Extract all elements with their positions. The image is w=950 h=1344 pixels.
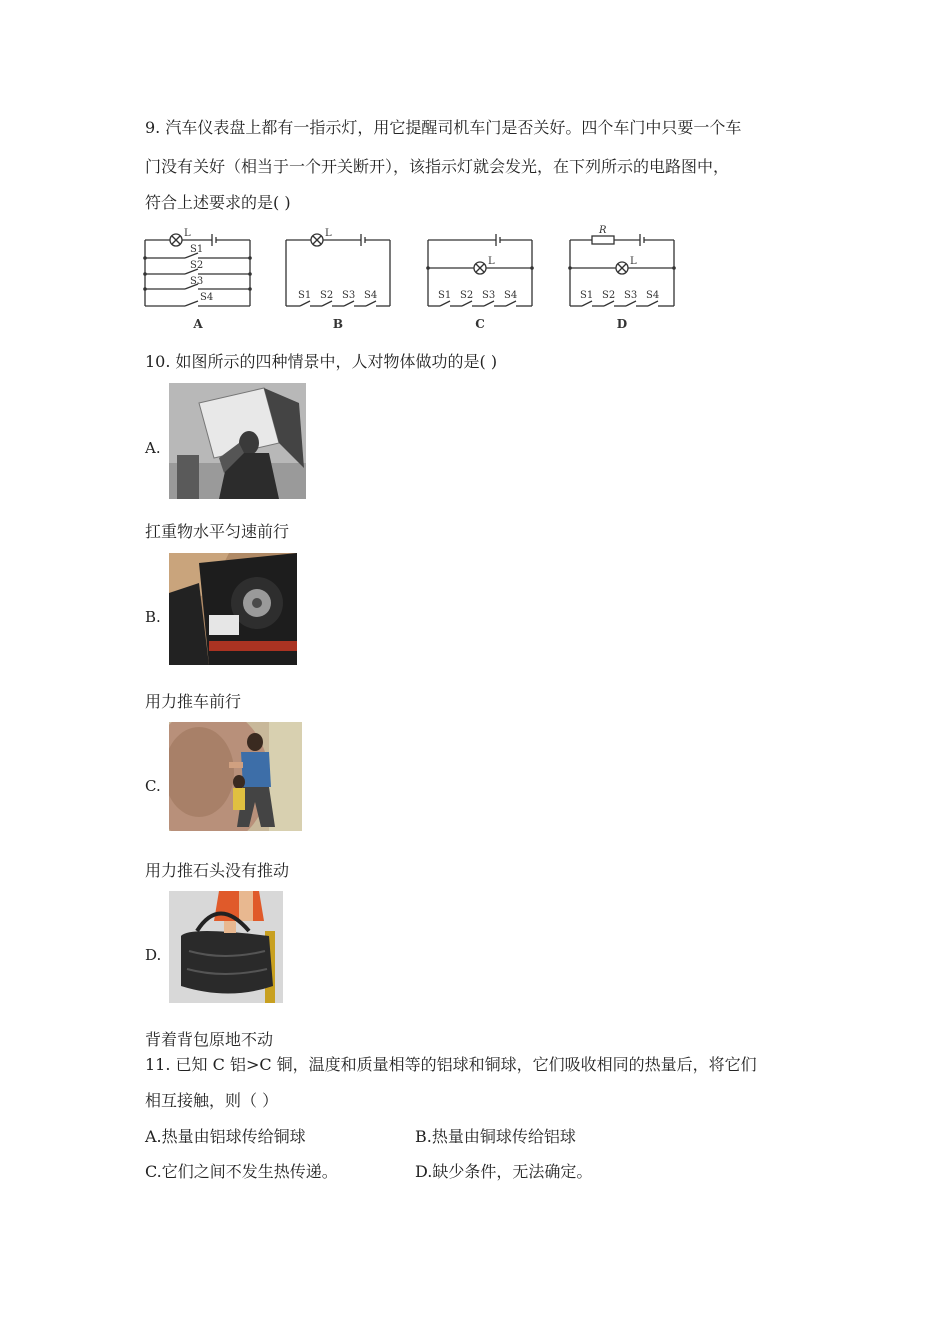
q9-line-2: 门没有关好（相当于一个开关断开），该指示灯就会发光，在下列所示的电路图中， — [145, 157, 730, 176]
circuit-a-s1-label: S1 — [190, 244, 204, 255]
circuit-b-s4-label: S4 — [364, 290, 378, 301]
q9-line-3: 符合上述要求的是( ) — [145, 193, 291, 212]
circuit-b-s1-label: S1 — [298, 290, 312, 301]
circuit-c-s3-label: S3 — [482, 290, 496, 301]
circuit-a-lamp-label: L — [184, 228, 191, 239]
circuit-b-s3-label: S3 — [342, 290, 356, 301]
circuit-c-lamp-label: L — [488, 256, 495, 267]
circuit-a-label: A — [193, 317, 203, 331]
circuit-a-s3-label: S3 — [190, 276, 204, 287]
q11-option-c: C.它们之间不发生热传递。 — [145, 1162, 338, 1181]
circuit-d-resistor-label: R — [599, 225, 607, 236]
q10-option-c-photo — [169, 722, 302, 831]
q11-option-d: D.缺少条件，无法确定。 — [415, 1162, 593, 1181]
circuit-c-s4-label: S4 — [504, 290, 518, 301]
circuit-d-s3-label: S3 — [624, 290, 638, 301]
circuit-c-s2-label: S2 — [460, 290, 474, 301]
q11-line-2: 相互接触，则（ ） — [145, 1091, 279, 1110]
q10-stem: 10. 如图所示的四种情景中，人对物体做功的是( ) — [145, 352, 498, 371]
q10-option-c-caption: 用力推石头没有推动 — [145, 861, 290, 880]
q9-line-1: 9. 汽车仪表盘上都有一指示灯，用它提醒司机车门是否关好。四个车门中只要一个车 — [145, 118, 742, 137]
q11-option-b: B.热量由铜球传给铝球 — [415, 1127, 576, 1146]
circuit-a-s2-label: S2 — [190, 260, 204, 271]
q11-option-a: A.热量由铝球传给铜球 — [145, 1127, 306, 1146]
circuit-b-lamp-label: L — [325, 228, 332, 239]
q10-option-a-label: A. — [145, 439, 161, 457]
q9-circuit-diagrams — [140, 222, 680, 338]
circuit-b-label: B — [332, 317, 344, 331]
circuit-d-s4-label: S4 — [646, 290, 660, 301]
q10-option-b-label: B. — [145, 608, 161, 626]
circuit-b-s2-label: S2 — [320, 290, 334, 301]
circuit-c-s1-label: S1 — [438, 290, 452, 301]
circuit-d-lamp-label: L — [630, 256, 637, 267]
q10-option-a-caption: 扛重物水平匀速前行 — [145, 522, 290, 541]
q10-option-a-photo — [169, 383, 306, 499]
q10-option-b-caption: 用力推车前行 — [145, 692, 242, 711]
circuit-d-label: D — [616, 317, 628, 331]
q10-option-c-label: C. — [145, 777, 161, 795]
circuit-c-label: C — [475, 317, 485, 331]
q11-line-1: 11. 已知 C 铝>C 铜，温度和质量相等的铝球和铜球，它们吸收相同的热量后，将它们 — [145, 1055, 757, 1074]
q10-option-b-photo — [169, 553, 297, 665]
circuit-d-s1-label: S1 — [580, 290, 594, 301]
circuit-a-s4-label: S4 — [200, 292, 214, 303]
circuit-d-s2-label: S2 — [602, 290, 616, 301]
q10-option-d-label: D. — [145, 946, 162, 964]
circuit-d-resistor-icon — [592, 236, 614, 244]
q10-option-d-photo — [169, 891, 283, 1003]
q10-option-d-caption: 背着背包原地不动 — [145, 1030, 274, 1049]
